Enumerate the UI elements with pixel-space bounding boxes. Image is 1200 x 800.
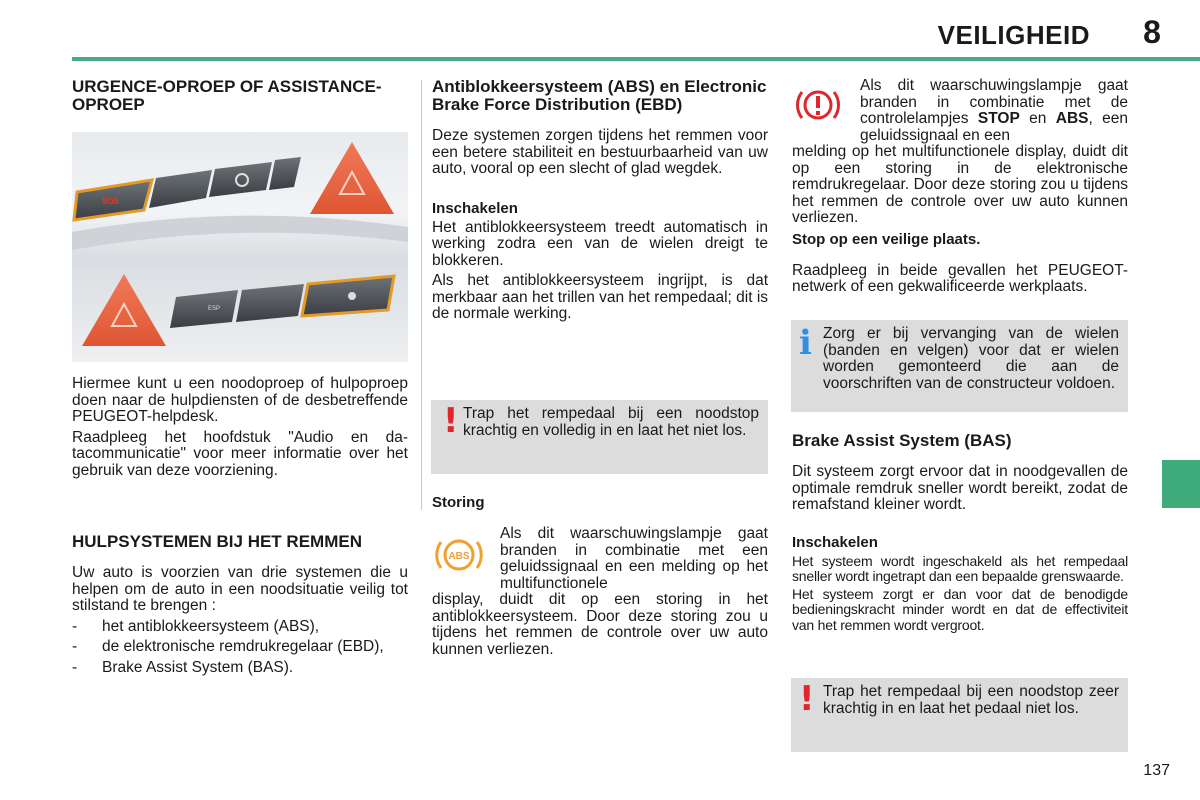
info-text: Zorg er bij vervanging van de wielen (banden en velgen) voor dat er wielen worden gemonteerd die aan de voorschriften van de constructeur voldoen. — [823, 325, 1119, 392]
heading-bas: Brake Assist System (BAS) — [792, 431, 1012, 450]
bold-stop-safe: Stop op een veilige plaats. — [792, 230, 981, 248]
paragraph-brake-warning-rest: melding op het multifunctionele display, duidt dit op een storing in de elektronische remdrukregelaar. Door deze storing zou u tijdens het remmen de controle over uw auto kunnen verliezen. — [792, 143, 1128, 226]
top-button-row — [74, 142, 394, 220]
svg-text:SOS: SOS — [102, 197, 119, 206]
paragraph-storing-rest: display, duidt dit op een storing in het antiblokkeersysteem. Door deze storing zou u tijdens het remmen de controle over uw auto kunnen verliezen. — [432, 591, 768, 658]
paragraph-abs-trillen: Als het antiblokkeersysteem ingrijpt, is dat merkbaar aan het trillen van het rempedaal; dit is de normale werking. — [432, 272, 769, 322]
heading-abs-ebd: Antiblokkeersysteem (ABS) en Electronic Brake Force Distribution (EBD) — [432, 77, 767, 114]
chapter-number: 8 — [1143, 14, 1161, 50]
warning-box — [431, 400, 768, 474]
paragraph-bas-2: Het systeem zorgt er dan voor dat de benodigde bedieningskracht minder wordt en dat de effectiviteit van het remmen wordt vergroot. — [792, 585, 1128, 633]
paragraph-abs-intro: Deze systemen zorgen tijdens het remmen voor een betere stabiliteit en bestuurbaarheid van uw auto, vooral op een slecht of glad wegdek. — [432, 127, 768, 177]
heading-urgence: URGENCE-OPROEP OF ASSISTANCE-OPROEP — [72, 77, 382, 114]
list-item: - Brake Assist System (BAS). — [72, 660, 408, 677]
bottom-button-row — [82, 274, 394, 346]
paragraph-hulpsystemen: Uw auto is voorzien van drie systemen die u helpen om de auto in een noodsituatie veilig tot stilstand te brengen : — [72, 564, 408, 614]
subheading-storing: Storing — [432, 494, 485, 511]
dashboard-photo — [72, 132, 408, 362]
paragraph-abs-inschakelen: Het antiblokkeersysteem treedt automatisch in werking zodra een van de wielen dreigt te blokkeren. — [432, 218, 768, 269]
subheading-bas-inschakelen: Inschakelen — [792, 533, 878, 551]
brake-warning-icon — [794, 84, 842, 126]
systems-list — [72, 619, 408, 677]
warning-text-bas: Trap het rempedaal bij een noodstop zeer krachtig in en laat het pedaal niet los. — [823, 683, 1119, 717]
warning-box-bas — [791, 678, 1128, 752]
svg-text:ABS: ABS — [448, 551, 470, 562]
warning-icon: ! — [443, 401, 459, 441]
warning-text: Trap het rempedaal bij een noodstop krachtig en volledig in en laat het niet los. — [463, 405, 759, 439]
paragraph-bas-intro: Dit systeem zorgt ervoor dat in noodgevallen de optimale remdruk sneller wordt bereikt, zodat de remafstand kleiner wordt. — [792, 463, 1128, 513]
header-divider — [72, 57, 1200, 61]
column-3 — [792, 78, 1128, 296]
dashboard-buttons-svg — [72, 132, 408, 362]
info-icon: i — [799, 323, 812, 363]
info-box — [791, 320, 1128, 412]
paragraph-urgence-2: Raadpleeg het hoofdstuk "Audio en datacommunicatie" voor meer informatie over het gebruik van deze voorziening. — [72, 428, 408, 479]
heading-hulpsystemen: HULPSYSTEMEN BIJ HET REMMEN — [72, 532, 362, 551]
abs-warning-icon — [434, 530, 484, 580]
paragraph-storing-wrap: Als dit waarschuwingslampje gaat branden in combinatie met een geluidssignaal en een melding op het multifunctionele — [500, 525, 768, 592]
svg-text:ESP: ESP — [208, 306, 221, 312]
warning-icon: ! — [799, 679, 815, 719]
storing-section — [432, 494, 768, 658]
paragraph-raadpleeg: Raadpleeg in beide gevallen het PEUGEOT-netwerk of een gekwalificeerde werkplaats. — [792, 261, 1128, 295]
paragraph-urgence-1: Hiermee kunt u een noodoproep of hulpoproep doen naar de hulpdiensten of de desbetreffende PEUGEOT-helpdesk. — [72, 375, 408, 425]
column-1 — [72, 78, 408, 676]
list-item: - het antiblokkeersysteem (ABS), — [72, 619, 408, 636]
bas-section — [792, 432, 1128, 633]
paragraph-bas-1: Het systeem wordt ingeschakeld als het rempedaal sneller wordt ingetrapt dan een bepaalde grenswaarde. — [792, 552, 1128, 584]
paragraph-brake-warning-wrap: Als dit waarschuwingslampje gaat branden in combinatie met de controlelampjes STOP en ABS, een geluidssignaal en een — [860, 77, 1129, 144]
section-title: VEILIGHEID — [937, 20, 1090, 50]
column-2 — [432, 78, 768, 323]
page-number: 137 — [1143, 762, 1170, 779]
chapter-side-tab — [1162, 460, 1200, 508]
subheading-inschakelen: Inschakelen — [432, 199, 518, 217]
list-item: - de elektronische remdrukregelaar (EBD), — [72, 639, 408, 656]
column-divider — [421, 80, 422, 510]
